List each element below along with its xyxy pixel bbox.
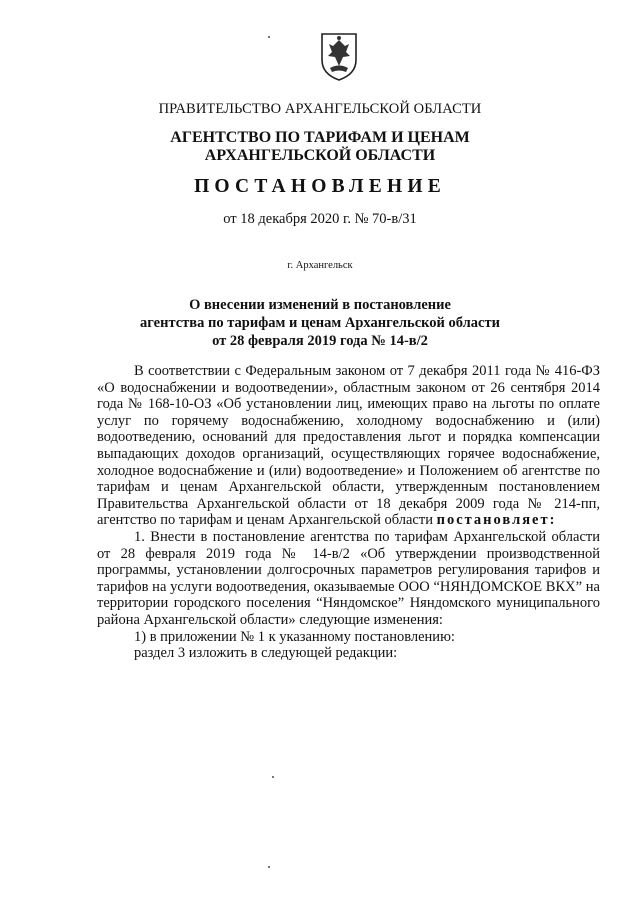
subject-line2: агентства по тарифам и ценам Архангельской области bbox=[140, 315, 500, 331]
scan-mark bbox=[268, 866, 270, 868]
preamble-text: В соответствии с Федеральным законом от 7 декабря 2011 года № 416-ФЗ «О водоснабжении и водоотведении», областным законом от 26 сентября 2014 года № 168-10-ОЗ «Об установлении лиц, имеющих право на льготы по оплате услуг по горячему водоснабжению, холодному водоснабжению и (или) водоотведению, оснований для предоставления льгот и порядка компенсации выпадающих доходов организаций, осуществляющих горячее водоснабжение, холодное водоснабжение и (или) водоотведение» и Положением об агентстве по тарифам и ценам Архангельской области, утвержденным постановлением Правительства Архангельской области от 18 декабря 2009 года № 214-пп, агентство по тарифам и ценам Архангельской области bbox=[97, 363, 600, 529]
document-subject bbox=[0, 296, 640, 350]
sub-item-2-paragraph: раздел 3 изложить в следующей редакции: bbox=[134, 645, 398, 662]
subject-line1: О внесении изменений в постановление bbox=[189, 297, 451, 313]
document-city: г. Архангельск bbox=[287, 260, 353, 271]
coat-of-arms-emblem bbox=[318, 30, 360, 82]
document-type: ПОСТАНОВЛЕНИЕ bbox=[194, 176, 446, 197]
scan-mark bbox=[272, 776, 274, 778]
sub-item-1-paragraph: 1) в приложении № 1 к указанному постановлению: bbox=[134, 628, 455, 645]
resolves-word: постановляет: bbox=[436, 512, 557, 529]
agency-title-line1: АГЕНТСТВО ПО ТАРИФАМ И ЦЕНАМ bbox=[170, 129, 470, 146]
agency-title-line2: АРХАНГЕЛЬСКОЙ ОБЛАСТИ bbox=[204, 147, 436, 164]
agency-title bbox=[0, 129, 640, 165]
document-body bbox=[97, 363, 600, 662]
scan-mark bbox=[268, 36, 270, 38]
preamble-paragraph bbox=[97, 363, 600, 529]
document-date-number: от 18 декабря 2020 г. № 70-в/31 bbox=[223, 211, 417, 227]
government-title: ПРАВИТЕЛЬСТВО АРХАНГЕЛЬСКОЙ ОБЛАСТИ bbox=[158, 101, 482, 117]
subject-line3: от 28 февраля 2019 года № 14-в/2 bbox=[212, 333, 428, 349]
item-1-paragraph: 1. Внести в постановление агентства по тарифам Архангельской области от 28 февраля 2019 года № 14-в/2 «Об утверждении производственной программы, установлении долгосрочных параметров регулирования тарифов и тарифов на услуги водоотведения, оказываемые ООО “НЯНДОМСКОЕ ВКХ” на территории городского поселения “Няндомское” Няндомского муниципального района Архангельской области» следующие изменения: bbox=[97, 528, 600, 628]
